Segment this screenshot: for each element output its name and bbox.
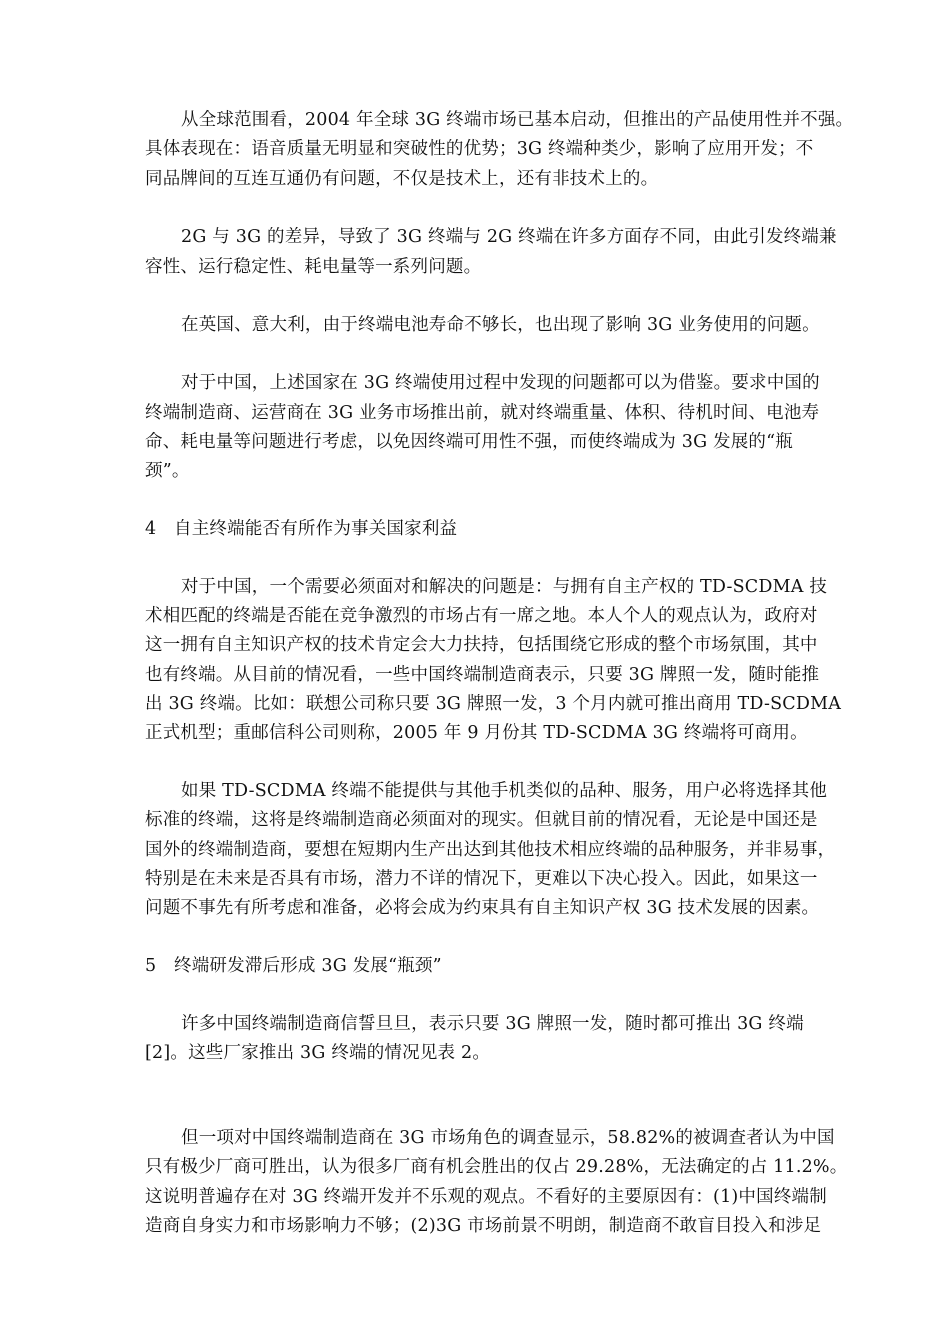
paragraph-1-line-2: 具体表现在：语音质量无明显和突破性的优势；3G 终端种类少，影响了应用开发；不 <box>145 139 814 159</box>
paragraph-5-line-3: 这一拥有自主知识产权的技术肯定会大力扶持，包括围绕它形成的整个市场氛围，其中 <box>145 635 818 655</box>
paragraph-6-line-2: 标准的终端，这将是终端制造商必须面对的现实。但就目前的情况看，无论是中国还是 <box>145 810 818 830</box>
section-heading-4: 4 自主终端能否有所作为事关国家利益 <box>145 519 458 539</box>
paragraph-5-line-6: 正式机型；重邮信科公司则称，2005 年 9 月份其 TD-SCDMA 3G 终端将可商用。 <box>145 723 808 743</box>
paragraph-8-line-1: 但一项对中国终端制造商在 3G 市场角色的调查显示，58.82%的被调查者认为中国 <box>181 1128 835 1148</box>
paragraph-1-line-1: 从全球范围看，2004 年全球 3G 终端市场已基本启动，但推出的产品使用性并不强。 <box>181 110 854 130</box>
paragraph-4-line-1: 对于中国，上述国家在 3G 终端使用过程中发现的问题都可以为借鉴。要求中国的 <box>181 373 820 393</box>
paragraph-4-line-4: 颈”。 <box>145 461 190 481</box>
paragraph-5-line-2: 术相匹配的终端是否能在竞争激烈的市场占有一席之地。本人个人的观点认为，政府对 <box>145 606 818 626</box>
paragraph-6-line-5: 问题不事先有所考虑和准备，必将会成为约束具有自主知识产权 3G 技术发展的因素。 <box>145 898 820 918</box>
paragraph-3-line-1: 在英国、意大利，由于终端电池寿命不够长，也出现了影响 3G 业务使用的问题。 <box>181 315 820 335</box>
paragraph-6-line-4: 特别是在未来是否具有市场，潜力不详的情况下，更难以下决心投入。因此，如果这一 <box>145 869 818 889</box>
paragraph-1-line-3: 同品牌间的互连互通仍有问题，不仅是技术上，还有非技术上的。 <box>145 169 659 189</box>
paragraph-7-line-2: [2]。这些厂家推出 3G 终端的情况见表 2。 <box>145 1043 491 1063</box>
paragraph-4-line-2: 终端制造商、运营商在 3G 业务市场推出前，就对终端重量、体积、待机时间、电池寿 <box>145 403 820 423</box>
paragraph-2-line-2: 容性、运行稳定性、耗电量等一系列问题。 <box>145 257 482 277</box>
paragraph-5-line-4: 也有终端。从目前的情况看，一些中国终端制造商表示，只要 3G 牌照一发，随时能推 <box>145 665 820 685</box>
paragraph-5-line-1: 对于中国，一个需要必须面对和解决的问题是：与拥有自主产权的 TD-SCDMA 技 <box>181 577 828 597</box>
paragraph-5-line-5: 出 3G 终端。比如：联想公司称只要 3G 牌照一发，3 个月内就可推出商用 TD-SCDMA <box>145 694 842 714</box>
paragraph-4-line-3: 命、耗电量等问题进行考虑，以免因终端可用性不强，而使终端成为 3G 发展的“瓶 <box>145 432 793 452</box>
paragraph-8-line-2: 只有极少厂商可胜出，认为很多厂商有机会胜出的仅占 29.28%，无法确定的占 11.2%。 <box>145 1157 848 1177</box>
paragraph-7-line-1: 许多中国终端制造商信誓旦旦，表示只要 3G 牌照一发，随时都可推出 3G 终端 <box>181 1014 804 1034</box>
paragraph-2-line-1: 2G 与 3G 的差异，导致了 3G 终端与 2G 终端在许多方面存不同，由此引发终端兼 <box>181 227 837 247</box>
paragraph-6-line-1: 如果 TD-SCDMA 终端不能提供与其他手机类似的品种、服务，用户必将选择其他 <box>181 781 828 801</box>
paragraph-6-line-3: 国外的终端制造商，要想在短期内生产出达到其他技术相应终端的品种服务，并非易事， <box>145 840 836 860</box>
paragraph-8-line-3: 这说明普遍存在对 3G 终端开发并不乐观的观点。不看好的主要原因有：(1)中国终端制 <box>145 1187 827 1207</box>
section-heading-5: 5 终端研发滞后形成 3G 发展“瓶颈” <box>145 956 442 976</box>
paragraph-8-line-4: 造商自身实力和市场影响力不够；(2)3G 市场前景不明朗，制造商不敢盲目投入和涉足 <box>145 1216 822 1236</box>
